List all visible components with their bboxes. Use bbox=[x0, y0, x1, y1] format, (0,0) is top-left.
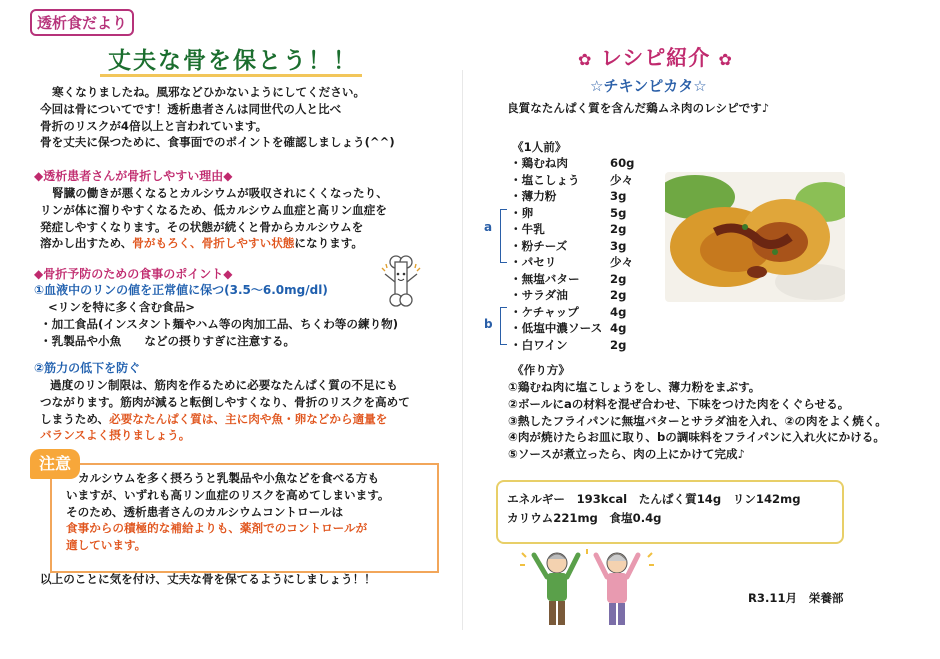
caution-emphasis: 適しています。 bbox=[66, 538, 147, 553]
caution-emphasis: 食事からの積極的な補給よりも、薬剤でのコントロールが bbox=[66, 521, 368, 536]
ingredient-name: ・薄力粉 bbox=[510, 189, 557, 203]
recipe-description: 良質なたんぱく質を含んだ鶏ムネ肉のレシピです♪ bbox=[507, 101, 770, 115]
section-reason-body bbox=[40, 185, 388, 252]
elderly-couple-illustration bbox=[512, 545, 662, 635]
group-a-bracket bbox=[500, 209, 507, 263]
ingredient-name: ・ケチャップ bbox=[510, 304, 579, 319]
ingredient-amount: 4g bbox=[610, 321, 627, 335]
method-step: ③熱したフライパンに無塩バターとサラダ油を入れ、②の肉をよく焼く。 bbox=[508, 413, 887, 428]
ingredient-amount: 5g bbox=[610, 205, 627, 220]
ingredient-row bbox=[510, 188, 650, 205]
chicken-piccata-photo bbox=[665, 172, 845, 302]
ingredient-row bbox=[510, 320, 650, 337]
closing-text: 以上のことに気を付け、丈夫な骨を保てるようにしましょう！！ bbox=[40, 572, 376, 586]
ingredient-row bbox=[510, 271, 650, 288]
reason-emphasis: 骨がもろく、骨折しやすい状態 bbox=[132, 236, 295, 251]
ingredient-name: ・塩こしょう bbox=[510, 172, 580, 187]
newsletter-badge: 透析食だより bbox=[30, 9, 134, 36]
intro-line: 今回は骨についてです！透析患者さんは同世代の人と比べ bbox=[40, 101, 342, 116]
group-b-label: b bbox=[484, 317, 493, 331]
section-heading-reason: ◆透析患者さんが骨折しやすい理由◆ bbox=[34, 169, 233, 183]
caution-line: カルシウムを多く摂ろうと乳製品や小魚などを食べる方も bbox=[78, 471, 380, 485]
method-step: ①鶏むね肉に塩こしょうをし、薄力粉をまぶす。 bbox=[508, 380, 761, 394]
intro-text bbox=[40, 84, 395, 151]
reason-line: 発症しやすくなります。その状態が続くと骨からカルシウムを bbox=[40, 219, 364, 234]
ingredient-amount: 3g bbox=[610, 238, 627, 253]
flower-icon: ✿ bbox=[578, 50, 593, 69]
footer-date-dept: R3.11月 栄養部 bbox=[748, 591, 844, 605]
nutrition-text bbox=[507, 490, 801, 528]
ingredient-row bbox=[510, 337, 650, 354]
caution-line: いますが、いずれも高リン血症のリスクを高めてしまいます。 bbox=[66, 487, 390, 502]
ingredient-amount: 少々 bbox=[610, 172, 634, 187]
ingredient-name: ・牛乳 bbox=[510, 222, 545, 236]
recipe-heading bbox=[578, 42, 733, 72]
point1-items bbox=[40, 316, 398, 350]
ingredient-row bbox=[510, 155, 650, 172]
method-heading: 《作り方》 bbox=[512, 363, 570, 377]
point2-body bbox=[40, 377, 410, 444]
point1-item: ・加工食品(インスタント麺やハム等の肉加工品、ちくわ等の練り物) bbox=[40, 317, 399, 331]
flower-icon: ✿ bbox=[718, 50, 733, 69]
column-divider bbox=[462, 70, 463, 630]
caution-body bbox=[66, 470, 389, 554]
ingredient-list bbox=[510, 155, 650, 353]
caution-tag: 注意 bbox=[30, 449, 80, 479]
point1-item: ・乳製品や小魚 などの摂りすぎに注意する。 bbox=[40, 333, 296, 348]
point2-heading: ②筋力の低下を防ぐ bbox=[34, 361, 141, 375]
ingredient-name: ・サラダ油 bbox=[510, 288, 568, 302]
section-heading-points: ◆骨折予防のための食事のポイント◆ bbox=[34, 267, 233, 281]
point2-emphasis-line: バランスよく摂りましょう。 bbox=[40, 428, 191, 443]
ingredient-name: ・鶏むね肉 bbox=[510, 156, 568, 170]
reason-line: 腎臓の働きが悪くなるとカルシウムが吸収されにくくなったり、 bbox=[52, 186, 388, 200]
intro-line: 骨折のリスクが4倍以上と言われています。 bbox=[40, 118, 268, 133]
nutrition-line: カリウム221mg 食塩0.4g bbox=[507, 511, 662, 525]
ingredient-name: ・低塩中濃ソース bbox=[510, 321, 603, 335]
ingredient-amount: 少々 bbox=[610, 255, 634, 269]
ingredient-row bbox=[510, 287, 650, 304]
ingredient-amount: 2g bbox=[610, 271, 627, 286]
recipe-name: ☆チキンピカタ☆ bbox=[590, 77, 707, 95]
ingredient-row bbox=[510, 254, 650, 271]
ingredient-row bbox=[510, 205, 650, 222]
reason-text-end: になります。 bbox=[294, 236, 364, 251]
ingredient-amount: 2g bbox=[610, 337, 627, 352]
page-title: 丈夫な骨を保とう！！ bbox=[108, 48, 358, 74]
ingredient-amount: 3g bbox=[610, 189, 627, 203]
method-step: ②ボールにaの材料を混ぜ合わせ、下味をつけた肉をくぐらせる。 bbox=[508, 396, 850, 411]
method-steps bbox=[508, 379, 887, 463]
ingredient-row bbox=[510, 304, 650, 321]
point2-emphasis: 必要なたんぱく質は、主に肉や魚・卵などから適量を bbox=[109, 411, 388, 426]
intro-line: 骨を丈夫に保つために、食事面でのポイントを確認しましょう(^^) bbox=[40, 135, 395, 150]
ingredient-name: ・無塩バター bbox=[510, 271, 580, 286]
group-a-label: a bbox=[484, 220, 493, 234]
bone-character-icon bbox=[380, 254, 424, 310]
ingredient-name: ・白ワイン bbox=[510, 337, 568, 352]
point1-heading: ①血液中のリンの値を正常値に保つ(3.5～6.0mg/dl) bbox=[34, 283, 328, 297]
method-step: ④肉が焼けたらお皿に取り、bの調味料をフライパンに入れ火にかける。 bbox=[508, 430, 885, 445]
reason-line: リンが体に溜りやすくなるため、低カルシウム血症と高リン血症を bbox=[40, 202, 387, 217]
intro-line: 寒くなりましたね。風邪などひかないようにしてください。 bbox=[52, 85, 366, 99]
ingredient-amount: 4g bbox=[610, 304, 627, 319]
reason-text: 溶かし出すため、 bbox=[40, 236, 133, 251]
group-b-bracket bbox=[500, 307, 507, 345]
serving-label: 《1人前》 bbox=[512, 140, 567, 154]
point2-line: 過度のリン制限は、筋肉を作るために必要なたんぱく質の不足にも bbox=[50, 378, 398, 392]
ingredient-name: ・卵 bbox=[510, 205, 534, 220]
ingredient-amount: 2g bbox=[610, 222, 627, 236]
recipe-heading-text: レシピ紹介 bbox=[600, 46, 711, 70]
ingredient-amount: 60g bbox=[610, 156, 635, 170]
point1-sub: <リンを特に多く含む食品> bbox=[48, 300, 195, 314]
ingredient-name: ・パセリ bbox=[510, 255, 557, 269]
point2-line bbox=[40, 411, 410, 428]
reason-line bbox=[40, 235, 388, 252]
point2-text: しまうため、 bbox=[40, 411, 110, 426]
ingredient-row bbox=[510, 238, 650, 255]
caution-line: そのため、透析患者さんのカルシウムコントロールは bbox=[66, 504, 344, 519]
ingredient-name: ・粉チーズ bbox=[510, 238, 568, 253]
point2-line: つながります。筋肉が減ると転倒しやすくなり、骨折のリスクを高めて bbox=[40, 394, 410, 409]
method-step: ⑤ソースが煮立ったら、肉の上にかけて完成♪ bbox=[508, 447, 745, 462]
ingredient-row bbox=[510, 221, 650, 238]
ingredient-row bbox=[510, 172, 650, 189]
nutrition-line: エネルギー 193kcal たんぱく質14g リン142mg bbox=[507, 492, 801, 506]
ingredient-amount: 2g bbox=[610, 288, 627, 302]
